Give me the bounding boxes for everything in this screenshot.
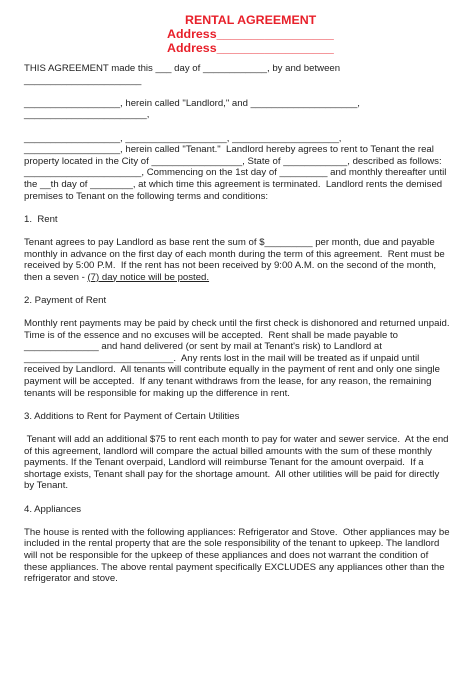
address-line-2: Address_________________ (167, 41, 334, 55)
agreement-body (24, 63, 455, 585)
document-header (167, 13, 450, 55)
intro-parties-line: THIS AGREEMENT made this ___ day of ____________, by and between ______________________ (24, 63, 341, 86)
section-heading-payment: 2. Payment of Rent (24, 294, 107, 306)
section-heading-rent: 1. Rent (24, 213, 58, 225)
intro-landlord-line: __________________, herein called "Landlord," and ____________________, _______________________, (24, 97, 360, 121)
address-line-1: Address_________________ (167, 27, 334, 41)
intro-tenant-paragraph: __________________, ___________________, ____________________, __________________, herein called "Tenant." Landlord hereby agrees to rent to Tenant the real property located in the City of _________________, State of ____________, described as follows: ______________________, Commencing on the 1st day of _________ and monthly thereafter until the __th day of ________, at which time this agreement is terminated. Landlord rents the demised premises to Tenant on the following terms and conditions: (24, 132, 447, 202)
section-body-utilities: Tenant will add an additional $75 to rent each month to pay for water and sewer service. At the end of this agreement, landlord will compare the actual billed amounts with the sum of these monthly payments. If the Tenant overpaid, Landlord will reimburse Tenant for the amount overpaid. If a shortage exists, Tenant shall pay for the shortage amount. All other utilities will be paid for directly by Tenant. (24, 434, 452, 492)
rent-text: Tenant agrees to pay Landlord as base rent the sum of $_________ per month, due and payable monthly in advance on the first day of each month during the term of this agreement. Rent must be received by 5:00 P.M. If the rent has not been received by 9:00 A.M. on the second of the month, then a seven - (24, 236, 448, 283)
section-body-payment: Monthly rent payments may be paid by check until the first check is dishonored and returned unpaid. Time is of the essence and no excuses will be accepted. Rent shall be made payable to ______________ and hand delivered (or sent by mail at Tenant's risk) to Landlord at ____________________________. Any rents lost in the mail will be treated as if unpaid until received by Landlord. All tenants will contribute equally in the payment of rent and only one single payment will be accepted. If any tenant withdraws from the lease, for any reason, the remaining tenants will be responsible for making up the difference in rent. (24, 318, 455, 399)
section-body-appliances: The house is rented with the following appliances: Refrigerator and Stove. Other appliances may be included in the rental property that are the sole responsibility of the tenant to upkeep. The landlord will not be responsible for the upkeep of these appliances and does not warrant the condition of these appliances. The above rental payment specifically EXCLUDES any appliances other than the refrigerator and stove. (24, 526, 453, 585)
section-heading-appliances: 4. Appliances (24, 503, 82, 515)
section-body-rent (24, 237, 450, 283)
document-title: RENTAL AGREEMENT (185, 13, 317, 27)
section-heading-utilities: 3. Additions to Rent for Payment of Certain Utilities (24, 410, 240, 422)
rent-notice-underlined: (7) day notice will be posted. (87, 271, 210, 283)
